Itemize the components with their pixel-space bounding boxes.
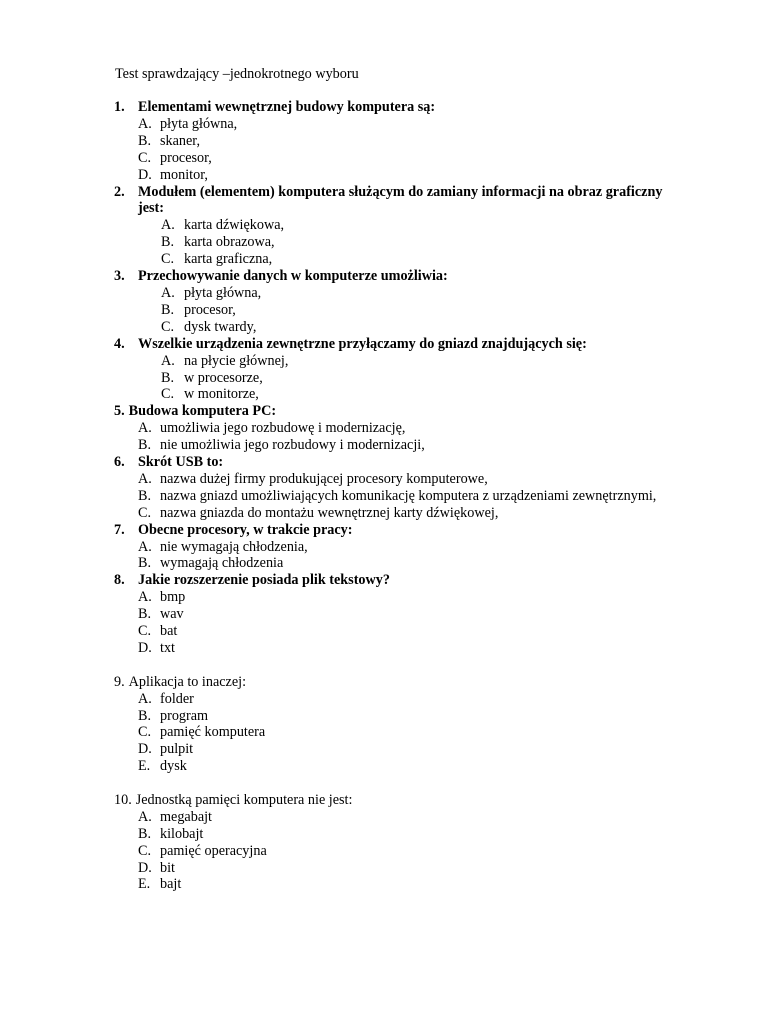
answer-option — [114, 217, 674, 234]
option-text: karta graficzna, — [184, 251, 273, 268]
option-text: nazwa dużej firmy produkującej procesory komputerowe, — [160, 470, 488, 487]
option-letter: D. — [138, 741, 152, 758]
question-stem — [114, 792, 674, 809]
option-text: wymagają chłodzenia — [160, 555, 284, 572]
option-text: monitor, — [160, 166, 208, 183]
option-letter: C. — [138, 724, 152, 741]
answer-option — [114, 420, 674, 437]
question-9 — [114, 674, 674, 775]
question-text: Przechowywanie danych w komputerze umożliwia: — [138, 268, 448, 285]
option-text: wav — [160, 606, 184, 623]
option-letter: E. — [138, 876, 151, 893]
question-2 — [114, 184, 674, 269]
option-text: procesor, — [160, 149, 212, 166]
answer-option — [114, 319, 674, 336]
option-letter: A. — [138, 589, 152, 606]
answer-option — [114, 876, 674, 893]
option-text: nie wymagają chłodzenia, — [160, 538, 308, 555]
option-text: na płycie głównej, — [184, 352, 289, 369]
answer-option — [114, 505, 674, 522]
answer-option — [114, 370, 674, 387]
option-letter: A. — [161, 284, 175, 301]
answer-option — [114, 809, 674, 826]
option-letter: A. — [138, 690, 152, 707]
question-number: 8. — [114, 572, 125, 589]
option-letter: C. — [138, 504, 152, 521]
question-number: 4. — [114, 335, 125, 352]
option-letter: D. — [138, 166, 152, 183]
option-text: skaner, — [160, 132, 201, 149]
question-stem — [114, 184, 674, 218]
answer-option — [114, 843, 674, 860]
question-stem — [114, 336, 674, 353]
option-letter: A. — [138, 470, 152, 487]
option-letter: D. — [138, 859, 152, 876]
answer-option — [114, 116, 674, 133]
question-text: Wszelkie urządzenia zewnętrzne przyłączamy do gniazd znajdujących się: — [138, 335, 587, 352]
question-1 — [114, 99, 674, 184]
option-letter: B. — [138, 437, 152, 454]
question-stem — [114, 268, 674, 285]
question-text: Modułem (elementem) komputera służącym do zamiany informacji na obraz graficzny jest: — [138, 183, 663, 217]
answer-option — [114, 708, 674, 725]
answer-option — [114, 471, 674, 488]
option-letter: A. — [161, 352, 175, 369]
option-text: w monitorze, — [184, 386, 259, 403]
option-text: pamięć komputera — [160, 724, 266, 741]
question-text: Skrót USB to: — [138, 454, 224, 471]
question-3 — [114, 268, 674, 336]
question-stem — [114, 674, 674, 691]
question-text: Jakie rozszerzenie posiada plik tekstowy? — [138, 572, 390, 589]
option-letter: C. — [138, 842, 152, 859]
option-letter: A. — [161, 217, 175, 234]
answer-option — [114, 741, 674, 758]
option-text: płyta główna, — [184, 284, 262, 301]
question-7 — [114, 522, 674, 573]
option-text: nie umożliwia jego rozbudowy i modernizacji, — [160, 437, 425, 454]
option-text: txt — [160, 640, 175, 656]
option-text: karta dźwiękowa, — [184, 217, 285, 234]
answer-option — [114, 488, 674, 505]
option-text: pulpit — [160, 741, 194, 758]
question-10 — [114, 792, 674, 893]
option-text: umożliwia jego rozbudowę i modernizację, — [160, 420, 406, 437]
question-text: Elementami wewnętrznej budowy komputera są: — [138, 99, 436, 115]
answer-option — [114, 826, 674, 843]
option-letter: A. — [138, 538, 152, 555]
question-stem — [114, 403, 674, 420]
option-letter: C. — [161, 318, 175, 335]
option-text: karta obrazowa, — [184, 234, 275, 251]
option-text: megabajt — [160, 808, 212, 825]
option-text: bajt — [160, 876, 182, 893]
question-number: 6. — [114, 454, 125, 471]
question-8 — [114, 572, 674, 657]
question-number: 5. — [114, 403, 125, 420]
option-text: bmp — [160, 589, 186, 606]
question-text: Jednostką pamięci komputera nie jest: — [135, 791, 353, 808]
answer-option — [114, 623, 674, 640]
answer-option — [114, 589, 674, 606]
question-stem — [114, 522, 674, 539]
question-stem — [114, 572, 674, 589]
question-number: 9. — [114, 673, 125, 690]
question-text: Budowa komputera PC: — [128, 403, 277, 420]
question-number: 3. — [114, 268, 125, 285]
question-stem — [114, 454, 674, 471]
answer-option — [114, 758, 674, 775]
option-letter: B. — [161, 234, 175, 251]
question-text: Aplikacja to inaczej: — [128, 673, 247, 690]
question-number: 1. — [114, 99, 125, 115]
answer-option — [114, 860, 674, 877]
answer-option — [114, 234, 674, 251]
option-letter: D. — [138, 640, 152, 656]
test-title: Test sprawdzający –jednokrotnego wyboru — [115, 66, 359, 82]
answer-option — [114, 167, 674, 184]
option-text: płyta główna, — [160, 115, 238, 132]
answer-option — [114, 539, 674, 556]
option-letter: B. — [138, 132, 152, 149]
question-5 — [114, 403, 674, 454]
option-text: program — [160, 707, 209, 724]
question-number: 2. — [114, 183, 125, 200]
question-number: 7. — [114, 521, 125, 538]
option-letter: C. — [138, 623, 152, 640]
answer-option — [114, 555, 674, 572]
option-letter: B. — [138, 825, 152, 842]
option-letter: E. — [138, 758, 151, 775]
option-text: nazwa gniazd umożliwiających komunikację komputera z urządzeniami zewnętrznymi, — [160, 487, 657, 504]
option-letter: B. — [161, 369, 175, 386]
answer-option — [114, 251, 674, 268]
option-letter: A. — [138, 808, 152, 825]
option-text: nazwa gniazda do montażu wewnętrznej karty dźwiękowej, — [160, 504, 499, 521]
question-4 — [114, 336, 674, 404]
answer-option — [114, 640, 674, 657]
answer-option — [114, 133, 674, 150]
option-text: dysk — [160, 758, 187, 775]
question-stem — [114, 99, 674, 116]
answer-option — [114, 691, 674, 708]
option-text: bit — [160, 859, 175, 876]
option-letter: B. — [138, 555, 152, 572]
option-letter: B. — [138, 606, 152, 623]
answer-option — [114, 353, 674, 370]
option-letter: A. — [138, 420, 152, 437]
option-letter: C. — [161, 386, 175, 403]
answer-option — [114, 302, 674, 319]
answer-option — [114, 606, 674, 623]
option-text: pamięć operacyjna — [160, 842, 267, 859]
answer-option — [114, 386, 674, 403]
option-letter: C. — [138, 149, 152, 166]
option-letter: A. — [138, 115, 152, 132]
option-letter: B. — [138, 487, 152, 504]
question-6 — [114, 454, 674, 522]
option-text: kilobajt — [160, 825, 204, 842]
option-letter: B. — [161, 301, 175, 318]
option-text: dysk twardy, — [184, 318, 257, 335]
question-text: Obecne procesory, w trakcie pracy: — [138, 521, 353, 538]
option-text: bat — [160, 623, 178, 640]
option-letter: C. — [161, 251, 175, 268]
question-list — [114, 99, 674, 893]
answer-option — [114, 150, 674, 167]
answer-option — [114, 437, 674, 454]
answer-option — [114, 724, 674, 741]
option-text: w procesorze, — [184, 369, 263, 386]
option-text: procesor, — [184, 301, 236, 318]
option-text: folder — [160, 690, 194, 707]
question-number: 10. — [114, 791, 132, 808]
option-letter: B. — [138, 707, 152, 724]
answer-option — [114, 285, 674, 302]
